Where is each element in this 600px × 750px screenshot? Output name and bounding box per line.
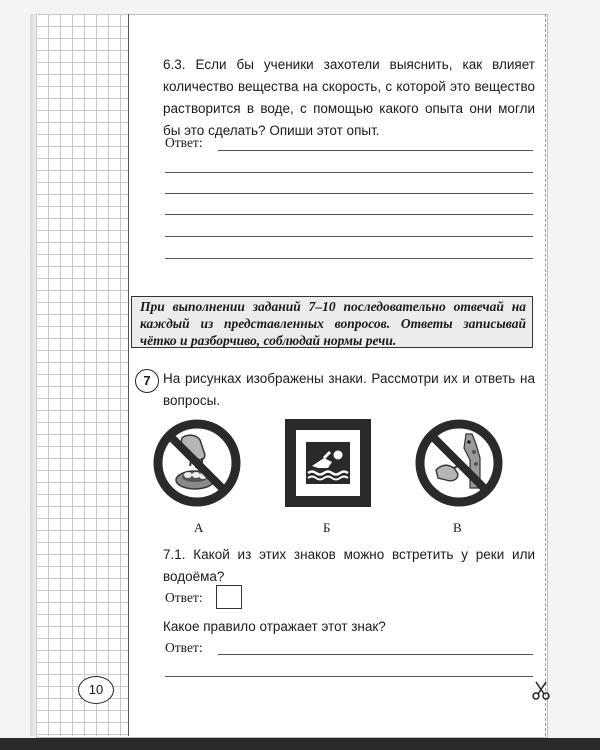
swimming-icon <box>284 418 372 508</box>
cut-line <box>545 14 549 736</box>
answer-box[interactable] <box>216 585 242 609</box>
instruction-box: При выполнении заданий 7–10 последовательно отвечай на каждый из представленных вопросов. Ответы записывай чётко и разборчиво, соблюдай нормы речи. <box>131 296 533 348</box>
answer-line[interactable] <box>218 654 533 655</box>
answer-line[interactable] <box>165 214 533 215</box>
answer-line[interactable] <box>165 236 533 237</box>
answer-line[interactable] <box>218 150 533 151</box>
scissors-icon <box>531 680 551 700</box>
task-7-1-answer-label: Ответ: <box>165 590 203 605</box>
answer-line[interactable] <box>165 172 533 173</box>
sign-letter-a: А <box>194 520 204 535</box>
page-number: 10 <box>78 676 114 704</box>
no-bird-nest-icon <box>152 418 242 508</box>
task-7-followup-answer-label: Ответ: <box>165 640 203 655</box>
sign-letter-b: Б <box>323 520 331 535</box>
task-6-3-answer-label: Ответ: <box>165 135 203 150</box>
answer-line[interactable] <box>165 258 533 259</box>
answer-line[interactable] <box>165 193 533 194</box>
task-7-number: 7 <box>135 369 159 393</box>
task-6-3-question: 6.3. Если бы ученики захотели выяснить, как влияет количество вещества на скорость, с которой это вещество растворится в воде, с помощью какого опыта они могли бы это сделать? Опиши этот опыт. <box>163 57 535 138</box>
no-feeding-animals-icon <box>414 418 504 508</box>
scan-bottom-edge <box>0 738 600 750</box>
task-7-followup-question: Какое правило отражает этот знак? <box>163 619 386 634</box>
sign-letter-v: В <box>453 520 462 535</box>
grid-margin <box>36 14 129 736</box>
answer-line[interactable] <box>165 676 533 677</box>
task-7-question: На рисунках изображены знаки. Рассмотри их и ответь на вопросы. <box>163 371 535 408</box>
task-7-1-question: 7.1. Какой из этих знаков можно встретить у реки или водоёма? <box>163 547 535 584</box>
